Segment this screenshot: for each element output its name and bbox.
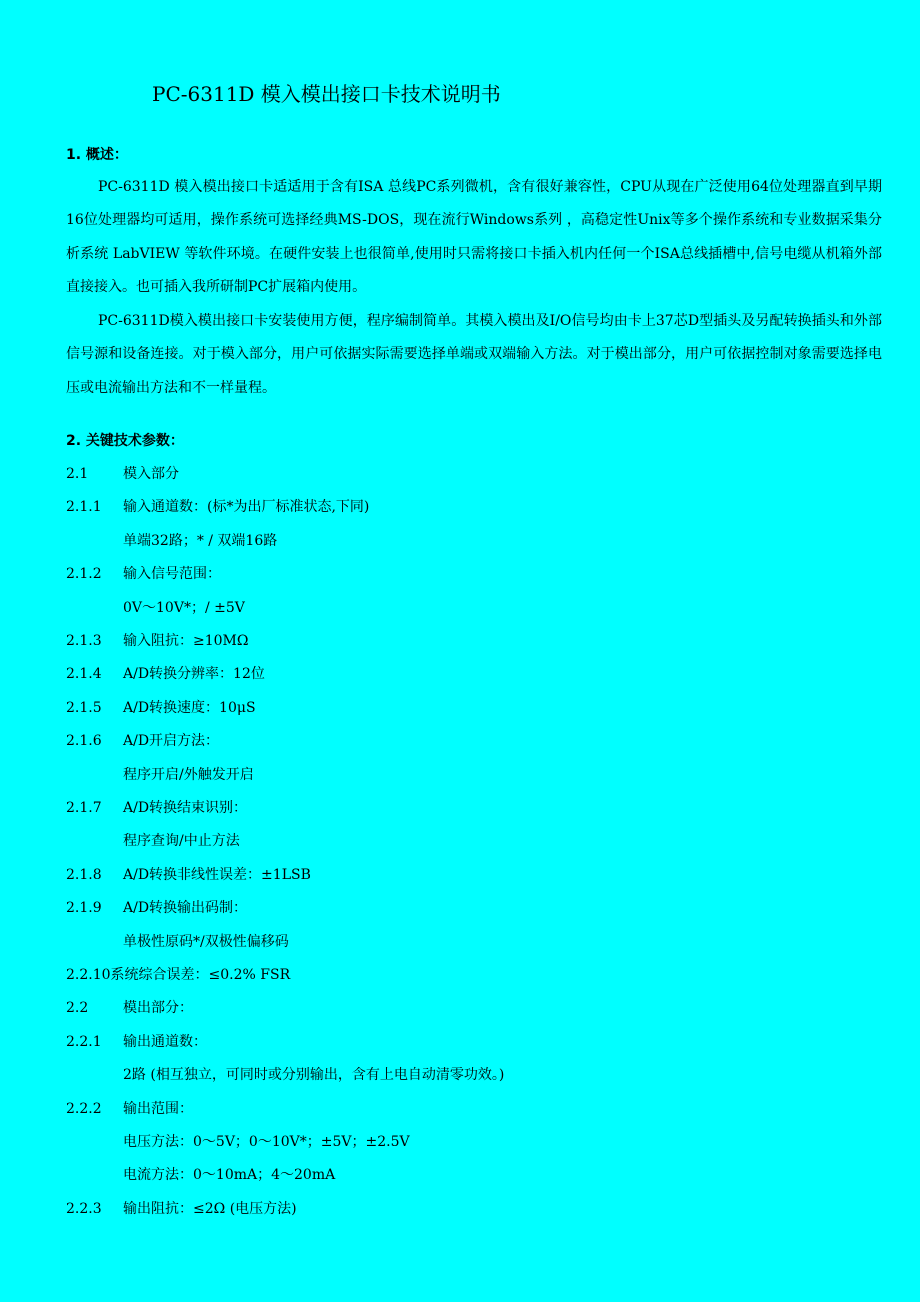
parameter-value: 程序查询/中止方法 — [123, 833, 240, 850]
parameter-row — [66, 798, 247, 818]
parameter-number: 2.1.7 — [66, 800, 102, 816]
parameter-label: A/D转换结束识别： — [123, 800, 248, 816]
parameter-row — [66, 564, 221, 584]
parameter-label: 系统综合误差：≤0.2% FSR — [110, 967, 291, 983]
parameter-number: 2.2.1 — [66, 1033, 102, 1050]
parameter-number: 2.2.2 — [66, 1100, 102, 1117]
parameter-row — [66, 865, 311, 885]
parameter-number: 2.1.3 — [66, 633, 102, 649]
parameter-number: 2.1 — [66, 466, 89, 482]
parameter-number: 2.2 — [66, 1000, 89, 1017]
parameter-value: 单端32路；* / 双端16路 — [123, 532, 278, 549]
parameter-label: A/D开启方法： — [123, 733, 220, 750]
parameter-label: 输入信号范围： — [123, 566, 221, 583]
section-1-heading: 1. 概述： — [66, 147, 128, 163]
parameter-label: 输入通道数：(标*为出厂标准状态,下同) — [123, 499, 370, 516]
parameter-label: 输出范围： — [123, 1100, 193, 1117]
parameter-value: 程序开启/外触发开启 — [123, 766, 254, 783]
parameter-value: 0V～10V*；/ ±5V — [123, 599, 245, 616]
overview-paragraph-2: PC-6311D模入模出接口卡安装使用方便，程序编制简单。其模入模出及I/O信号均由卡上37芯D型插头及另配转换插头和外部信号源和设备连接。对于模入部分，用户可依据实际需要选择单端或双端输入方法。对于模出部分，用户可依据控制对象需要选择电压或电流输出方法和不一样量程。 — [66, 313, 882, 396]
parameter-label: A/D转换非线性误差：±1LSB — [123, 866, 311, 883]
parameter-number: 2.2.10 — [66, 967, 111, 983]
parameter-label: 模出部分： — [123, 1000, 193, 1017]
parameter-number: 2.1.6 — [66, 733, 102, 750]
overview-paragraph-1: PC-6311D 模入模出接口卡适适用于含有ISA 总线PC系列微机，含有很好兼容性，CPU从现在广泛使用64位处理器直到早期16位处理器均可适用，操作系统可选择经典MS-DOS，现在流行Windows系列 ，高稳定性Unix等多个操作系统和专业数据采集分析系统 LabVIEW 等软件环境。在硬件安装上也很简单,使用时只需将接口卡插入机内任何一个ISA总线插槽中,信号电缆从机箱外部直接接入。也可插入我所研制PC扩展箱内使用。 — [66, 179, 882, 296]
parameter-number: 2.1.4 — [66, 666, 102, 683]
parameter-number: 2.1.1 — [66, 499, 102, 516]
parameter-row — [66, 898, 247, 918]
parameter-number: 2.1.8 — [66, 866, 102, 883]
parameter-label: A/D转换速度：10μS — [123, 699, 256, 716]
parameter-row — [66, 497, 369, 517]
parameter-row — [66, 698, 256, 718]
parameter-row — [66, 1099, 193, 1119]
parameter-label: 输出通道数： — [123, 1033, 207, 1050]
parameter-number: 2.1.5 — [66, 699, 102, 716]
parameter-value: 2路 (相互独立，可同时或分别输出，含有上电自动清零功效。) — [123, 1067, 505, 1084]
parameter-number: 2.1.2 — [66, 566, 102, 583]
parameter-label: 模入部分 — [123, 466, 179, 482]
parameter-row — [66, 998, 193, 1018]
parameter-number: 2.1.9 — [66, 900, 102, 917]
parameter-label: A/D转换输出码制： — [123, 900, 248, 917]
parameter-row — [66, 965, 290, 985]
parameter-row — [66, 664, 265, 684]
parameter-row — [66, 1032, 207, 1052]
parameter-label: 输出阻抗：≤2Ω (电压方法) — [123, 1200, 297, 1217]
parameter-label: 输入阻抗：≥10MΩ — [123, 633, 249, 649]
section-2-heading: 2. 关键技术参数： — [66, 433, 184, 449]
parameter-label: A/D转换分辨率：12位 — [123, 666, 265, 683]
parameter-value: 单极性原码*/双极性偏移码 — [123, 933, 289, 950]
document-title: PC-6311D 模入模出接口卡技术说明书 — [152, 82, 501, 106]
parameter-row — [66, 631, 249, 651]
parameter-row — [66, 464, 179, 484]
parameter-number: 2.2.3 — [66, 1200, 102, 1217]
parameter-value: 电压方法：0～5V；0～10V*；±5V；±2.5V — [123, 1134, 410, 1150]
parameter-row — [66, 1199, 297, 1219]
parameter-row — [66, 731, 219, 751]
parameter-value: 电流方法：0～10mA；4～20mA — [123, 1167, 336, 1184]
